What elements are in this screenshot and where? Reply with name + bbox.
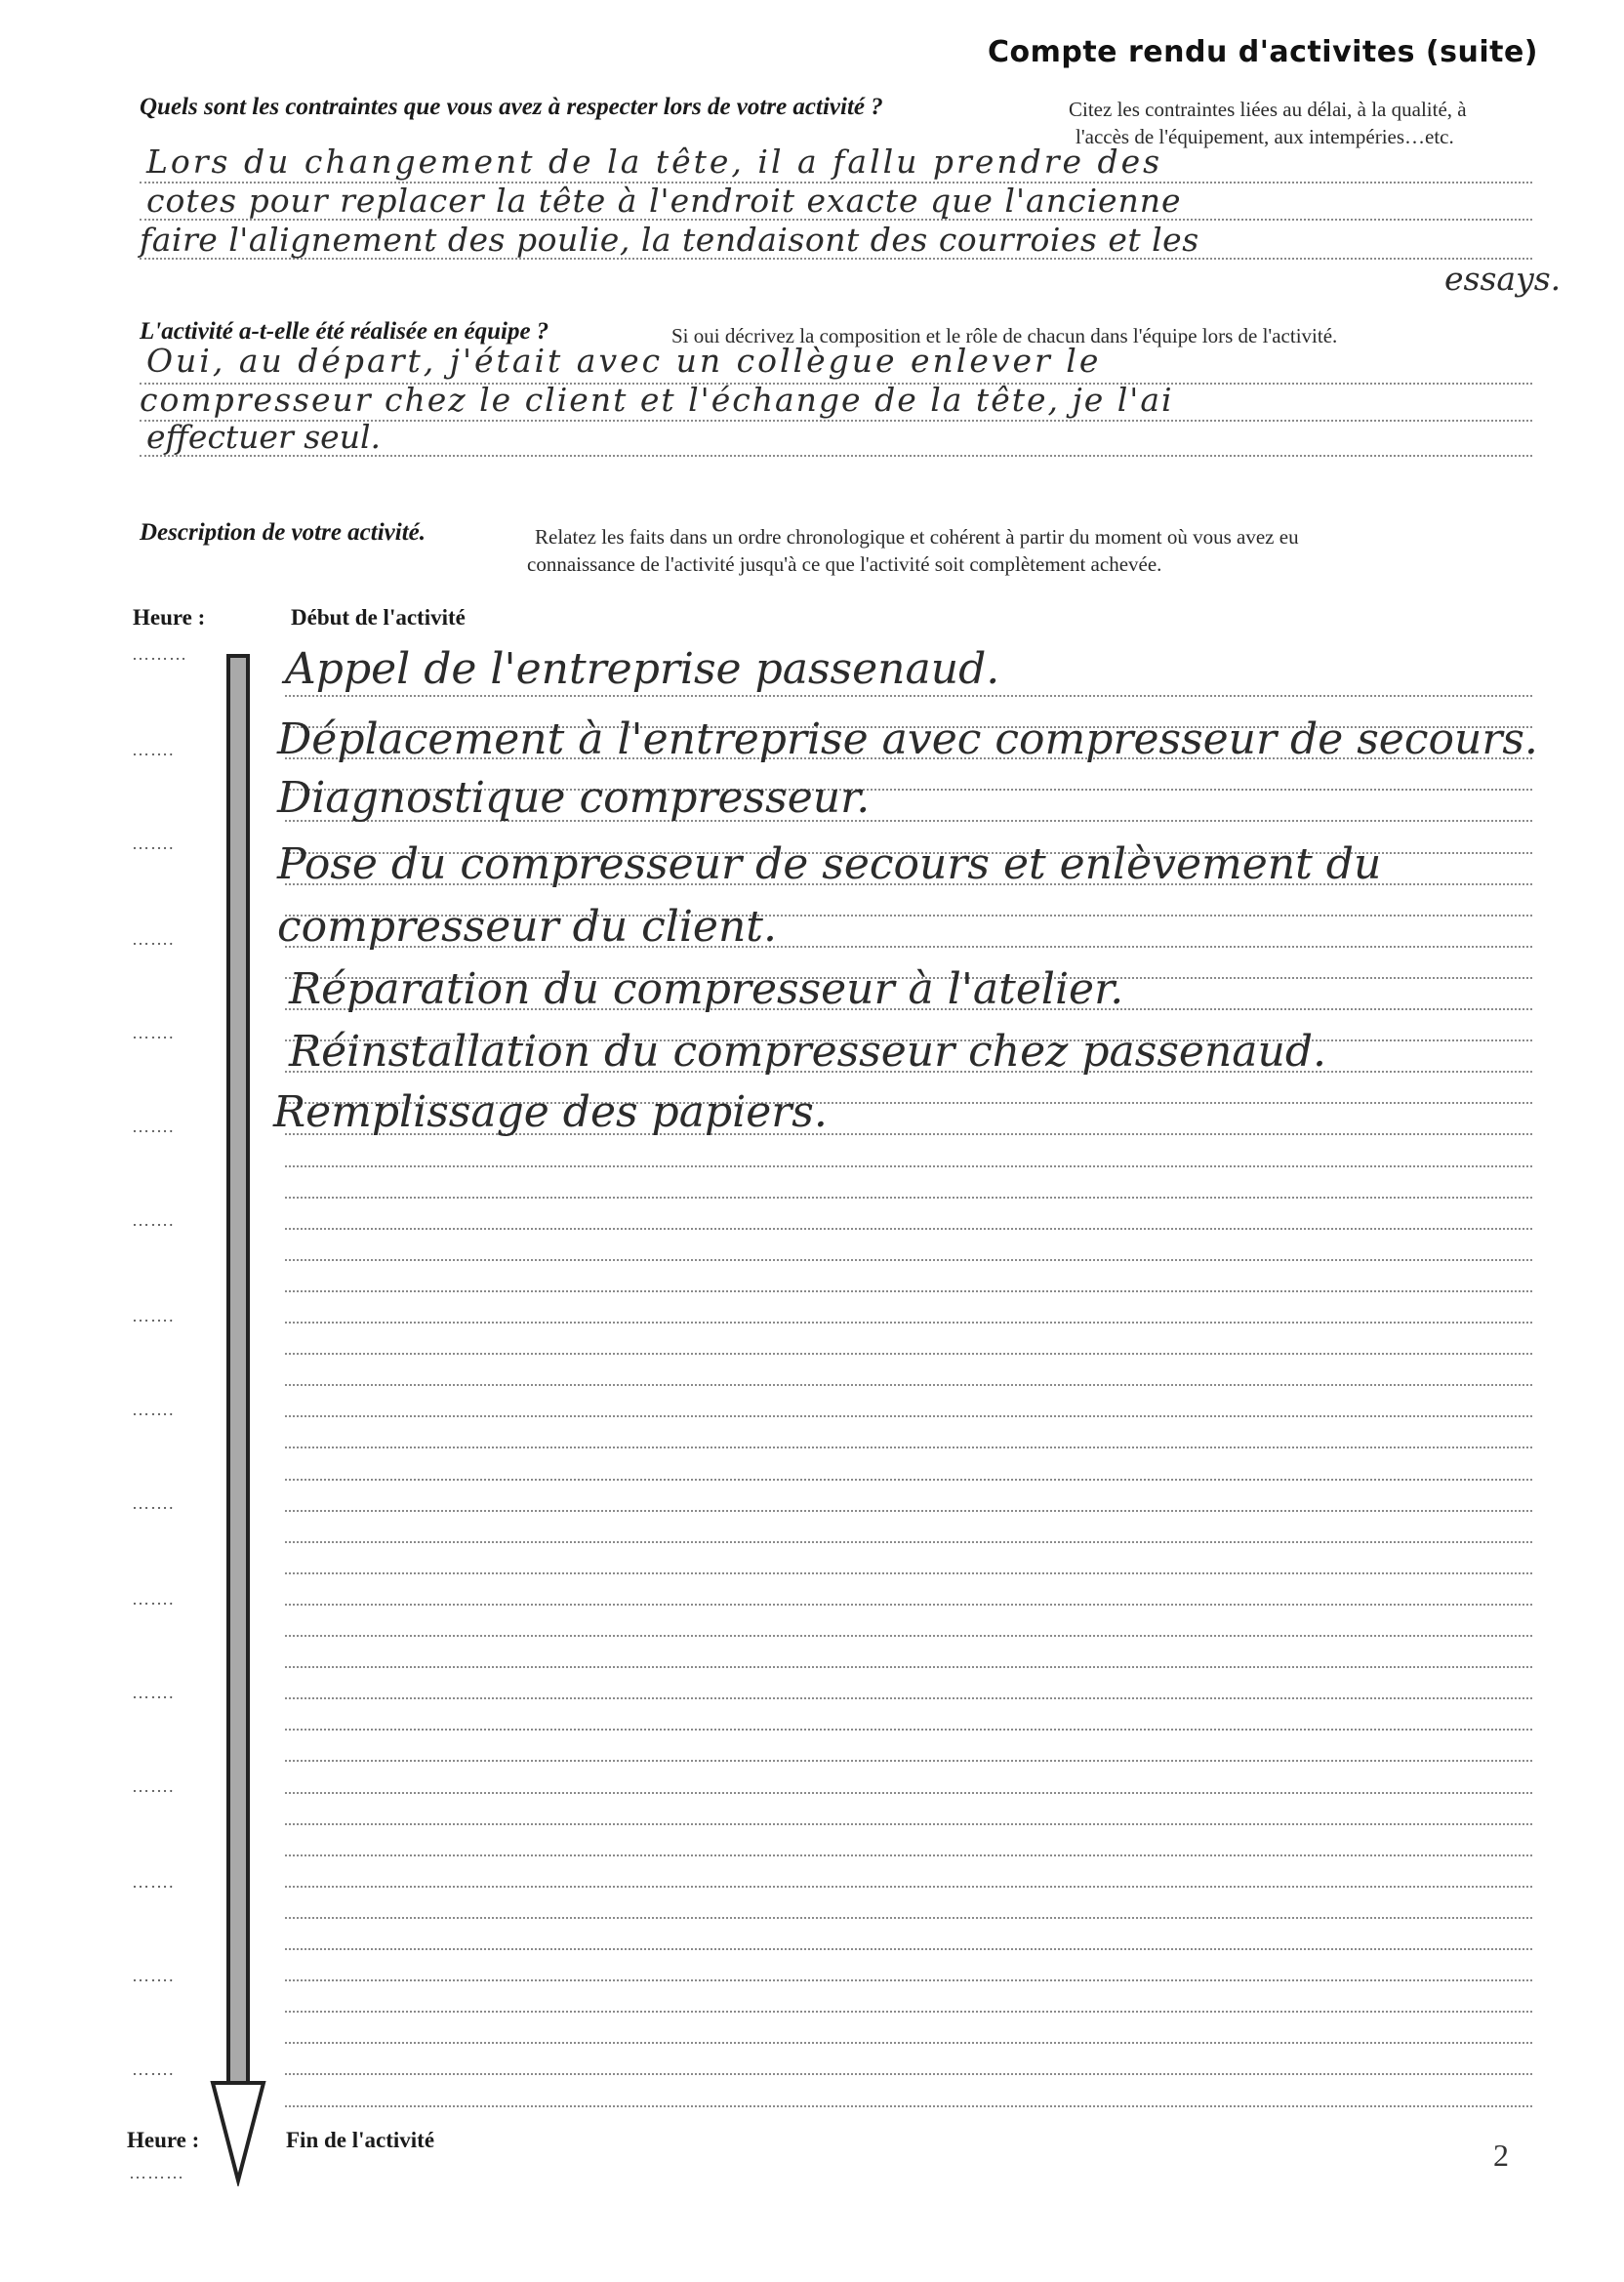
heure-slot: ……. xyxy=(132,929,175,949)
timeline-line xyxy=(285,2042,1532,2044)
contraintes-answer-line-4: essays. xyxy=(1444,260,1562,298)
heure-slot: ……. xyxy=(132,834,175,853)
heure-slot: ……. xyxy=(132,2059,175,2079)
equipe-answer-line-2: compresseur chez le client et l'échange de la tête, je l'ai xyxy=(140,381,1174,419)
heure-slot: ……. xyxy=(132,1210,175,1230)
timeline-line xyxy=(285,1917,1532,1919)
heure-end-label: Heure : xyxy=(127,2128,200,2152)
timeline-line xyxy=(285,1415,1532,1417)
timeline-entry-5: compresseur du client. xyxy=(277,902,777,952)
timeline-line xyxy=(285,1197,1532,1199)
timeline-line xyxy=(285,1447,1532,1448)
timeline-entry-6: Réparation du compresseur à l'atelier. xyxy=(289,964,1124,1014)
contraintes-answer-line-2: cotes pour replacer la tête à l'endroit exacte que l'ancienne xyxy=(146,182,1182,220)
contraintes-help-line1: Citez les contraintes liées au délai, à la qualité, à xyxy=(1069,98,1467,121)
timeline-line xyxy=(285,1228,1532,1230)
timeline-line xyxy=(285,1823,1532,1825)
timeline-line xyxy=(285,1541,1532,1543)
timeline-entry-2: Déplacement à l'entreprise avec compresseur de secours. xyxy=(277,714,1538,764)
heure-slot: ……. xyxy=(132,1400,175,1419)
contraintes-answer-line-3: faire l'alignement des poulie, la tendaisont des courroies et les xyxy=(140,221,1199,259)
timeline-line xyxy=(285,1948,1532,1950)
timeline-line xyxy=(285,1322,1532,1324)
heure-slot: ……. xyxy=(132,740,175,759)
equipe-answer-line-3: effectuer seul. xyxy=(146,418,381,456)
timeline-line xyxy=(285,1384,1532,1386)
timeline-line xyxy=(285,2105,1532,2107)
timeline-line xyxy=(285,1979,1532,1981)
contraintes-answer-line-1: Lors du changement de la tête, il a fallu prendre des xyxy=(146,143,1163,181)
heure-end-field: ……… xyxy=(129,2163,184,2182)
heure-start-field: ……… xyxy=(132,644,187,664)
timeline-entry-3: Diagnostique compresseur. xyxy=(277,773,871,823)
description-help-line2: connaissance de l'activité jusqu'à ce que l'activité soit complètement achevée. xyxy=(527,552,1162,576)
heure-slot: ……. xyxy=(132,1306,175,1325)
timeline-entry-7: Réinstallation du compresseur chez passenaud. xyxy=(289,1027,1327,1077)
timeline-line xyxy=(285,1886,1532,1888)
equipe-help: Si oui décrivez la composition et le rôle de chacun dans l'équipe lors de l'activité. xyxy=(671,324,1338,347)
timeline-line xyxy=(285,1729,1532,1731)
timeline-entry-8: Remplissage des papiers. xyxy=(273,1087,828,1137)
timeline-line xyxy=(285,1666,1532,1668)
timeline-line xyxy=(285,695,1532,697)
heure-slot: ……. xyxy=(132,1117,175,1136)
timeline-line xyxy=(285,1854,1532,1856)
heure-slot: ……. xyxy=(132,1493,175,1513)
contraintes-help-line2: l'accès de l'équipement, aux intempéries…etc. xyxy=(1076,125,1454,148)
heure-slot: ……. xyxy=(132,1023,175,1042)
timeline-line xyxy=(285,1510,1532,1512)
timeline-line xyxy=(285,1165,1532,1167)
timeline-entry-1: Appel de l'entreprise passenaud. xyxy=(285,644,1000,694)
timeline-line xyxy=(285,2011,1532,2013)
page-number: 2 xyxy=(1493,2138,1509,2173)
timeline-arrow-icon xyxy=(205,652,267,2186)
timeline-line xyxy=(285,1635,1532,1637)
timeline-line xyxy=(285,1353,1532,1355)
timeline-line xyxy=(285,2073,1532,2075)
equipe-question: L'activité a-t-elle été réalisée en équipe ? xyxy=(140,318,549,345)
timeline-line xyxy=(285,1290,1532,1292)
timeline-line xyxy=(285,1604,1532,1606)
contraintes-question: Quels sont les contraintes que vous avez à respecter lors de votre activité ? xyxy=(140,94,883,120)
timeline-line xyxy=(285,1697,1532,1699)
heure-slot: ……. xyxy=(132,1776,175,1796)
timeline-line xyxy=(285,1792,1532,1794)
heure-slot: ……. xyxy=(132,1966,175,1985)
timeline-line xyxy=(285,1479,1532,1481)
timeline-entry-4: Pose du compresseur de secours et enlèvement du xyxy=(277,839,1382,889)
description-label: Description de votre activité. xyxy=(140,519,426,546)
heure-slot: ……. xyxy=(132,1872,175,1892)
timeline-line xyxy=(285,1760,1532,1762)
timeline-line xyxy=(285,1572,1532,1574)
page-header-title: Compte rendu d'activites (suite) xyxy=(987,35,1538,69)
heure-slot: ……. xyxy=(132,1683,175,1702)
heure-start-label: Heure : xyxy=(133,605,206,630)
description-help-line1: Relatez les faits dans un ordre chronologique et cohérent à partir du moment où vous avez eu xyxy=(535,525,1299,549)
fin-activite-label: Fin de l'activité xyxy=(286,2128,435,2152)
heure-slot: ……. xyxy=(132,1589,175,1609)
debut-activite-label: Début de l'activité xyxy=(291,605,466,630)
timeline-line xyxy=(285,1259,1532,1261)
equipe-answer-line-1: Oui, au départ, j'était avec un collègue enlever le xyxy=(146,342,1102,380)
